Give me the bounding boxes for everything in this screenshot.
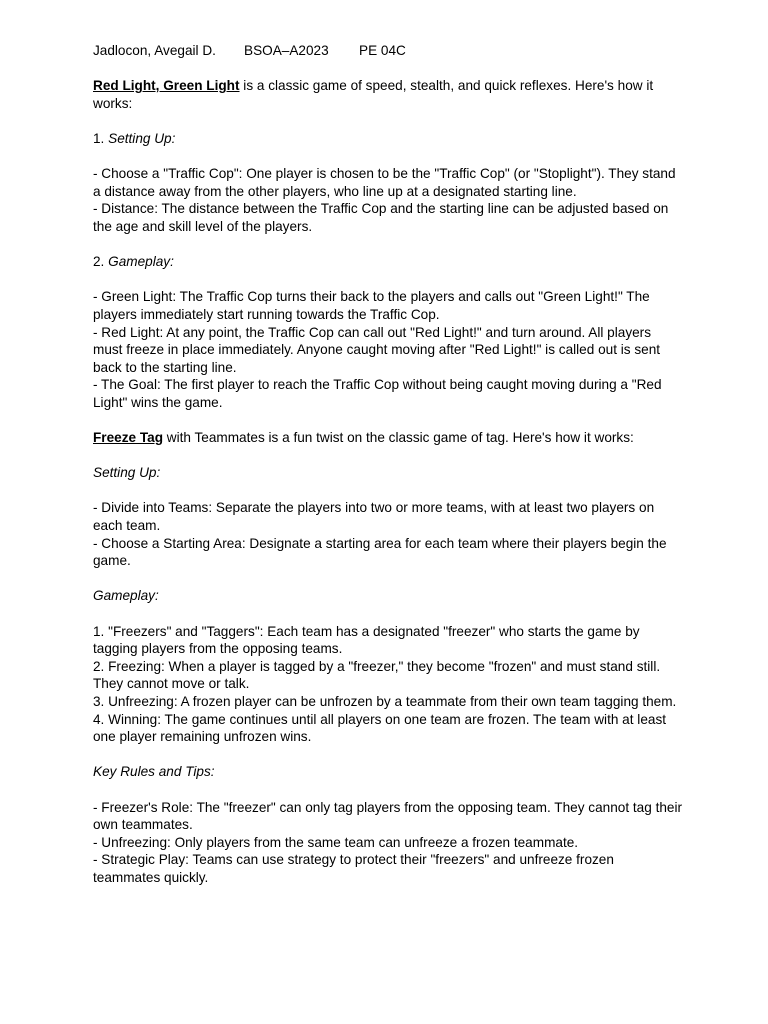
document-page [93, 42, 683, 904]
game2-intro [93, 429, 683, 447]
game1-title: Red Light, Green Light [93, 78, 240, 94]
game1-gameplay-list [93, 288, 683, 411]
list-item: - Red Light: At any point, the Traffic Cop can call out "Red Light!" and turn around. All players must freeze in place immediately. Anyone caught moving after "Red Light!" is called out is sent back to the starting line. [93, 324, 661, 375]
list-item: - Distance: The distance between the Traffic Cop and the starting line can be adjusted based on the age and skill level of the players. [93, 201, 669, 234]
list-item: 4. Winning: The game continues until all players on one team are frozen. The team with at least one player remaining unfrozen wins. [93, 711, 667, 745]
list-item: - Choose a "Traffic Cop": One player is chosen to be the "Traffic Cop" (or "Stoplight"). They stand a distance away from the other players, who line up at a designated starting line. [93, 166, 676, 199]
game2-setup-heading [93, 464, 683, 482]
game2-rules-list [93, 799, 683, 887]
game2-setup-list [93, 499, 683, 569]
game2-gameplay-label: Gameplay: [93, 588, 159, 604]
list-item: 1. "Freezers" and "Taggers": Each team has a designated "freezer" who starts the game by tagging players from the opposing teams. [93, 623, 640, 657]
game2-intro-text: with Teammates is a fun twist on the classic game of tag. Here's how it works: [163, 430, 634, 446]
list-item: 3. Unfreezing: A frozen player can be unfrozen by a teammate from their own team tagging them. [93, 693, 677, 709]
list-item: 2. Freezing: When a player is tagged by a "freezer," they become "frozen" and must stand still. They cannot move or talk. [93, 658, 661, 692]
list-item: - Strategic Play: Teams can use strategy to protect their "freezers" and unfreeze frozen teammates quickly. [93, 852, 614, 885]
game1-intro-text: is a classic game of speed, stealth, and quick reflexes. Here's how it works: [93, 78, 654, 111]
game1-setup-heading [93, 130, 683, 148]
list-item: - Freezer's Role: The "freezer" can only tag players from the opposing team. They cannot tag their own teammates. [93, 799, 683, 833]
game2-rules-heading [93, 763, 683, 781]
list-item: - Unfreezing: Only players from the same team can unfreeze a frozen teammate. [93, 834, 579, 850]
game1-intro [93, 77, 683, 112]
game1-gameplay-number: 2. [93, 254, 109, 270]
game1-setup-number: 1. [93, 130, 109, 146]
game2-setup-label: Setting Up: [93, 465, 161, 481]
class-section: PE 04C [359, 43, 406, 58]
game2-gameplay-heading [93, 587, 683, 605]
student-name: Jadlocon, Avegail D. [93, 43, 216, 58]
game1-gameplay-label: Gameplay: [108, 254, 174, 270]
document-header [93, 42, 683, 60]
game2-gameplay-list [93, 623, 683, 746]
game1-setup-label: Setting Up: [108, 130, 176, 146]
game2-rules-label: Key Rules and Tips: [93, 764, 215, 780]
list-item: - Green Light: The Traffic Cop turns their back to the players and calls out "Green Light!" The players immediately start running towards the Traffic Cop. [93, 289, 650, 322]
course-code: BSOA–A2023 [244, 43, 329, 58]
game1-setup-list [93, 165, 683, 235]
list-item: - Divide into Teams: Separate the players into two or more teams, with at least two players on each team. [93, 500, 655, 534]
list-item: - Choose a Starting Area: Designate a starting area for each team where their players begin the game. [93, 535, 667, 569]
game2-title: Freeze Tag [93, 430, 164, 446]
game1-gameplay-heading [93, 253, 683, 271]
list-item: - The Goal: The first player to reach the Traffic Cop without being caught moving during a "Red Light" wins the game. [93, 377, 662, 410]
